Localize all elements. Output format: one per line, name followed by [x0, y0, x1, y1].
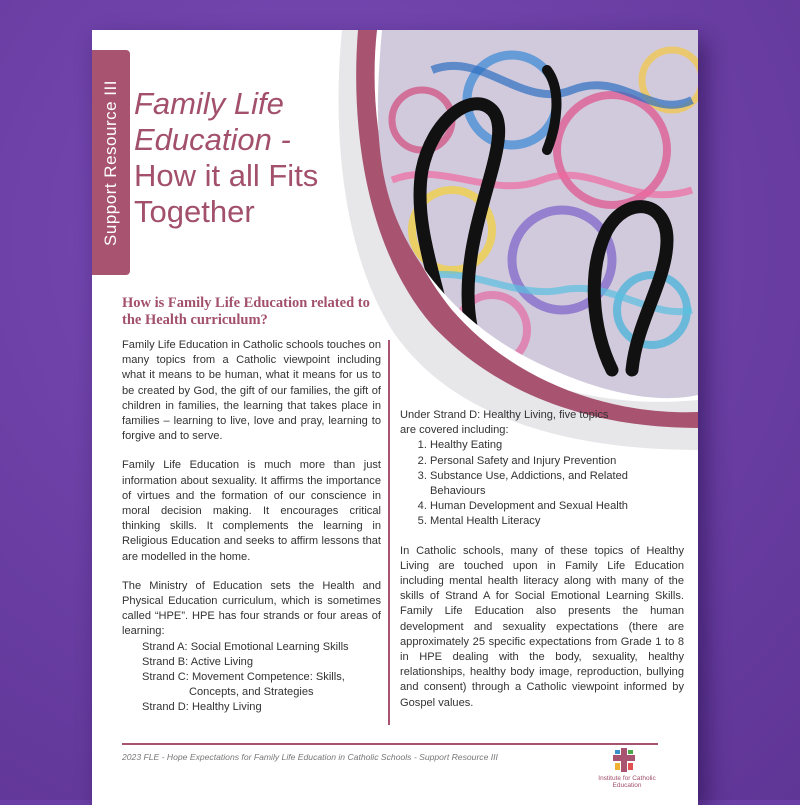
- paragraph-catholic-schools: In Catholic schools, many of these topics of Healthy Living are touched upon in Family Life Education including mental health literacy along with many of the skills of Strand A for Social Emotional Learning Skills. Family Life Education also presents the human development and sexuality expectations (there are approximately 25 specific expectations from Grade 1 to 8 in HPE dealing with the body, sexuality, healthy relationships, healthy body image, reproduction, bullying and consent) through a Catholic viewpoint informed by Gospel values.: [400, 544, 684, 709]
- topic-item: 4. Human Development and Sexual Health: [430, 499, 684, 514]
- support-resource-tab: [92, 50, 130, 275]
- strand-list: [122, 640, 381, 716]
- topic-item: 1. Healthy Eating: [430, 438, 684, 453]
- right-column: [400, 408, 684, 725]
- footer-rule: [122, 743, 658, 745]
- left-column: [122, 338, 381, 716]
- topic-item: 5. Mental Health Literacy: [430, 514, 684, 529]
- title-regular-line: How it all Fits Together: [134, 158, 319, 229]
- topic-list: [400, 438, 684, 529]
- topic-item: 2. Personal Safety and Injury Prevention: [430, 454, 684, 469]
- tab-label: Support Resource III: [101, 79, 120, 246]
- question-heading: How is Family Life Education related to the Health curriculum?: [122, 295, 370, 328]
- strand-item: Strand D: Healthy Living: [142, 701, 262, 714]
- topic-item: 3. Substance Use, Addictions, and Related Behaviours: [430, 469, 684, 499]
- column-divider: [388, 340, 390, 725]
- document-page: [92, 30, 698, 805]
- strand-item: Strand C: Movement Competence: Skills, Concepts, and Strategies: [142, 671, 345, 699]
- strand-item: Strand B: Active Living: [142, 655, 253, 668]
- paragraph-sexuality: Family Life Education is much more than just information about sexuality. It affirms the importance of virtues and the formation of our conscience in moral decision making. It encourages critical thinking skills. It complements the learning in Religious Education and seeks to affirm lessons that are modelled in the home.: [122, 459, 381, 563]
- title-italic-line: Family Life Education -: [134, 86, 291, 157]
- page-title: [134, 86, 394, 230]
- paragraph-ministry: The Ministry of Education sets the Health and Physical Education curriculum, which is sometimes called “HPE”. HPE has four strands or four areas of learning:: [122, 579, 381, 638]
- footer-text: 2023 FLE - Hope Expectations for Family Life Education in Catholic Schools - Support Resource III: [122, 752, 498, 762]
- strand-item: Strand A: Social Emotional Learning Skills: [142, 640, 349, 653]
- paragraph-intro: Family Life Education in Catholic schools touches on many topics from a Catholic viewpoint including what it means to be human, what it means for us to be created by God, the gift of our families, the gift of children in families, the learning that takes place in families – learning to live, love and pray, learning to forgive and to serve.: [122, 339, 381, 443]
- topics-intro: Under Strand D: Healthy Living, five topics are covered including:: [400, 409, 609, 437]
- logo-text: Institute for Catholic Education: [598, 775, 656, 789]
